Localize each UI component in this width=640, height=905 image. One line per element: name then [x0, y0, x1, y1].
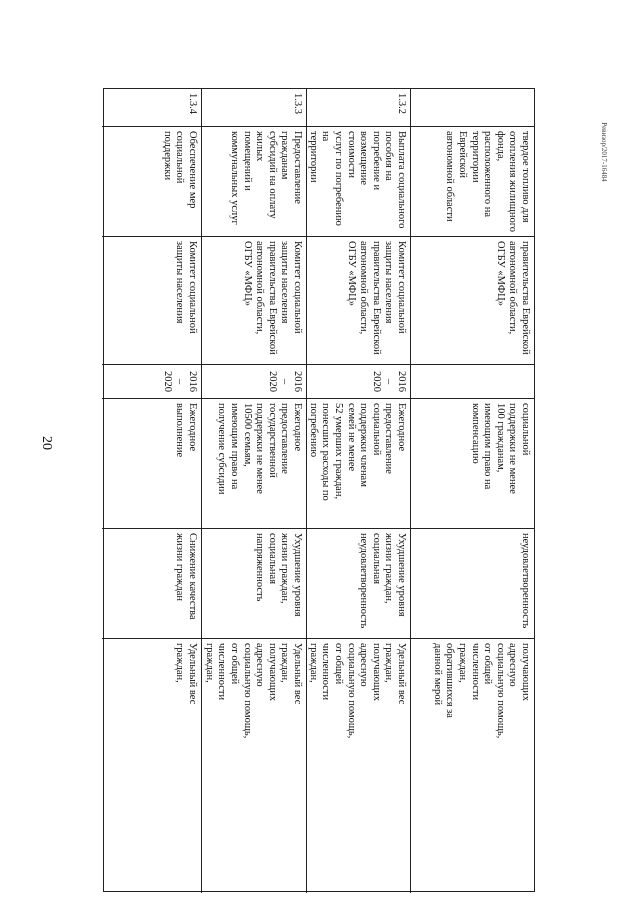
cell-period: 2016 – 2020 — [102, 365, 201, 399]
cell-result: Ежегодное предоставление государственной поддержки не менее 10500 семьям, имеющим право на получение субсидии — [201, 399, 306, 529]
cell-measure: твердое топливо для отопления жилищного фонда, расположенного на территории Еврейской автономной области — [410, 127, 534, 237]
cell-executor: правительства Еврейской автономной области, ОГБУ «МФЦ» — [410, 237, 534, 365]
document-code: Ревизор/2017-16484 — [600, 122, 608, 182]
cell-indicator: Удельный вес граждан, получающих адресную социальную помощь, от общей численности граждан, — [201, 639, 306, 893]
cell-consequence: Ухудшение уровня жизни граждан, социальная напряженность — [201, 529, 306, 639]
cell-result: Ежегодное предоставление социальной поддержки членам семей не менее 52 умерших граждан, понесших расходы по погребению — [306, 399, 410, 529]
cell-number: 1.3.3 — [201, 89, 306, 127]
cell-executor: Комитет социальной защиты населения правительства Еврейской автономной области, ОГБУ «МФЦ» — [306, 237, 410, 365]
cell-period: 2016 – 2020 — [201, 365, 306, 399]
cell-result: Ежегодное выполнение — [102, 399, 201, 529]
cell-measure: Обеспечение мер социальной поддержки — [102, 127, 201, 237]
cell-executor: Комитет социальной защиты населения правительства Еврейской автономной области, ОГБУ «МФЦ» — [201, 237, 306, 365]
cell-number: 1.3.4 — [102, 89, 201, 127]
cell-indicator: Удельный вес граждан, — [174, 643, 198, 705]
cell-period — [410, 365, 534, 399]
cell-measure: Предоставление гражданам субсидий на оплату жилых помещений и коммунальных услуг — [201, 127, 306, 237]
cell-indicator: получающих адресную социальную помощь, от общей численности граждан, обратившихся за данной мерой — [410, 639, 534, 893]
cell-number: 1.3.2 — [306, 89, 410, 127]
cell-executor: Комитет социальной защиты населения — [102, 237, 201, 365]
cell-measure: Выплата социального пособия на погребение и возмещение стоимости услуг по погребению на территории — [306, 127, 410, 237]
cell-indicator: Удельный вес граждан, получающих адресную социальную помощь, от общей численности граждан, — [306, 639, 410, 893]
cell-consequence: Снижение качества жизни граждан — [102, 529, 201, 639]
cell-period: 2016 – 2020 — [306, 365, 410, 399]
cell-consequence: неудовлетворенность — [410, 529, 534, 639]
rotated-table-wrapper — [103, 88, 535, 892]
page-number: 20 — [39, 436, 54, 450]
cell-result: социальной поддержки не менее 100 гражданам, имеющим право на компенсацию — [410, 399, 534, 529]
cell-consequence: Ухудшение уровня жизни граждан, социальная неудовлетворенность — [306, 529, 410, 639]
measures-table — [103, 88, 535, 892]
cell-number — [410, 89, 534, 127]
